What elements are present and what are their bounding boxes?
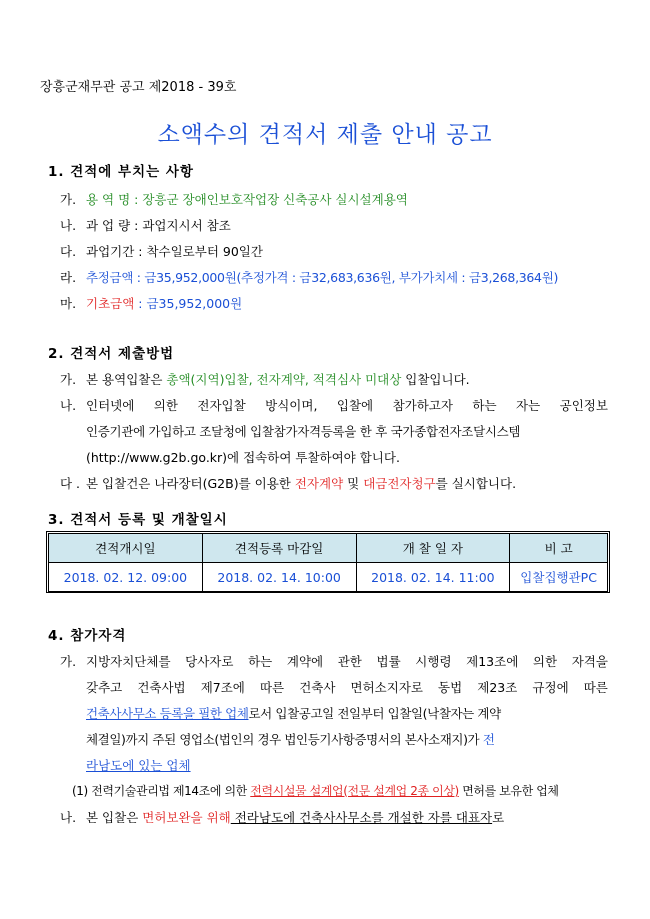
line-text: 본 입찰은 (86, 810, 143, 825)
word: 따른 (583, 680, 608, 695)
s1-item-ra (60, 268, 558, 286)
registration-highlight: 건축사사무소 등록을 필한 업체 (86, 706, 249, 721)
word: 건축사법 (137, 680, 186, 695)
word: 의한 (153, 398, 178, 413)
table-header: 견적등록 마감일 (202, 534, 356, 563)
word: 계약에 (286, 654, 324, 669)
word: 따른 (259, 680, 285, 695)
line-text: 로 (492, 810, 505, 825)
e-billing-highlight: 대금전자청구 (363, 476, 436, 491)
e-contract-highlight: 전자계약 (294, 476, 344, 491)
s4-ga-line-5 (86, 756, 191, 774)
s1-item-ga (60, 190, 408, 208)
service-name-value: 장흥군 장애인보호작업장 신축공사 실시설계용역 (142, 192, 408, 207)
base-price-label: 기초금액 (86, 296, 139, 311)
sub-prefix: (1) (72, 784, 88, 798)
g2b-mid: 및 (343, 476, 364, 491)
line-text: 전라남도에 건축사사무소를 개설한 자를 대표자 (230, 810, 493, 825)
line-text: 면허를 보유한 업체 (458, 784, 559, 798)
word: 제23조 (477, 680, 518, 695)
word: 지방자치단체를 (86, 654, 171, 669)
word: 전자입찰 (197, 398, 246, 413)
word: 참가하고자 (392, 398, 453, 413)
word: 하는 (248, 654, 273, 669)
word: 시행령 (415, 654, 452, 669)
table-cell: 입찰집행관PC (510, 563, 608, 592)
table-row (49, 563, 608, 592)
table-cell: 2018. 02. 14. 11:00 (356, 563, 510, 592)
s2-na-line-3: (http://www.g2b.go.kr)에 접속하여 투찰하여야 합니다. (86, 450, 400, 465)
word: 면허소지자로 (350, 680, 423, 695)
s4-ga-line-3 (86, 704, 501, 722)
bid-type-pre: 본 용역입찰은 (86, 372, 167, 387)
page-title: 소액수의 견적서 제출 안내 공고 (157, 122, 493, 148)
table-header: 개 찰 일 자 (356, 534, 510, 563)
line-text: 전력기술관리법 제14조에 의한 (91, 784, 251, 798)
section-1-heading: 1. 견적에 부치는 사항 (48, 164, 194, 180)
word: 당사자로 (185, 654, 234, 669)
item-prefix: 라. (60, 270, 77, 285)
g2b-pre: 본 입찰건은 나라장터(G2B)를 이용한 (86, 476, 295, 491)
table-cell: 2018. 02. 14. 10:00 (202, 563, 356, 592)
word: 방식이며, (265, 398, 318, 413)
table-header: 견적개시일 (49, 534, 203, 563)
section-2-heading: 2. 견적서 제출방법 (48, 346, 175, 362)
item-prefix: 가. (60, 372, 77, 387)
line-text: 체결일)까지 주된 영업소(법인의 경우 법인등기사항증명서의 본사소재지)가 (86, 732, 483, 747)
s4-sub-1 (72, 782, 559, 799)
section-3-heading: 3. 견적서 등록 및 개찰일시 (48, 512, 228, 528)
item-prefix: 가. (60, 192, 77, 207)
word: 의한 (532, 654, 558, 669)
s4-ga-line-2 (86, 678, 608, 696)
s1-item-da (60, 242, 263, 260)
item-prefix: 나. (60, 218, 77, 233)
item-prefix: 마. (60, 296, 77, 311)
s2-na-line-1 (86, 396, 608, 414)
word: 공인정보 (559, 398, 608, 413)
region-highlight: 전 (482, 732, 495, 747)
license-highlight: 전력시설물 설계업(전문 설계업 2종 이상) (250, 784, 459, 798)
item-prefix: 다. (60, 244, 77, 259)
s4-item-na (60, 808, 504, 826)
table-cell: 2018. 02. 12. 09:00 (49, 563, 203, 592)
schedule-table (48, 533, 608, 592)
word: 입찰에 (336, 398, 374, 413)
estimated-price-text: 추정금액 : 금35,952,000원(추정가격 : 금32,683,636원, 부가가치세 : 금3,268,364원) (86, 270, 559, 285)
section-4-heading: 4. 참가자격 (48, 628, 127, 644)
word: 규정에 (532, 680, 569, 695)
item-prefix: 가. (60, 654, 77, 669)
item-prefix: 나. (60, 810, 77, 825)
word: 제13조에 (466, 654, 519, 669)
word: 자격을 (571, 654, 608, 669)
s1-item-ma (60, 294, 242, 312)
scope-text: 과 업 량 : 과업지시서 참조 (86, 218, 231, 233)
word: 법률 (376, 654, 401, 669)
s4-ga-line-1 (86, 652, 608, 670)
word: 건축사 (299, 680, 336, 695)
license-supplement-highlight: 면허보완을 위해 (142, 810, 231, 825)
bid-type-post: 입찰입니다. (401, 372, 470, 387)
item-prefix: 다 . (60, 476, 81, 491)
line-text: 로서 입찰공고일 전일부터 입찰일(낙찰자는 계약 (248, 706, 501, 721)
word: 동법 (438, 680, 463, 695)
s2-item-ga (60, 370, 470, 388)
region-highlight-cont: 라남도에 있는 업체 (86, 758, 191, 773)
item-prefix: 나. (60, 398, 77, 413)
word: 갖추고 (86, 680, 123, 695)
s4-ga-line-4 (86, 730, 495, 748)
s1-item-na (60, 216, 231, 234)
g2b-post: 를 실시합니다. (435, 476, 517, 491)
document-number: 장흥군재무관 공고 제2018 - 39호 (40, 80, 237, 95)
bid-type-highlight: 총액(지역)입찰, 전자계약, 적격심사 미대상 (166, 372, 402, 387)
word: 인터넷에 (86, 398, 135, 413)
table-header: 비 고 (510, 534, 608, 563)
s2-na-line-2: 인증기관에 가입하고 조달청에 입찰참가자격등록을 한 후 국가종합전자조달시스템 (86, 424, 521, 439)
period-text: 과업기간 : 착수일로부터 90일간 (86, 244, 263, 259)
word: 제7조에 (200, 680, 245, 695)
base-price-value: : 금35,952,000원 (138, 296, 243, 311)
s2-item-da (60, 474, 516, 492)
word: 관한 (337, 654, 362, 669)
word: 하는 (472, 398, 497, 413)
word: 자는 (516, 398, 541, 413)
service-name-label: 용 역 명 : (86, 192, 143, 207)
table-header-row (49, 534, 608, 563)
